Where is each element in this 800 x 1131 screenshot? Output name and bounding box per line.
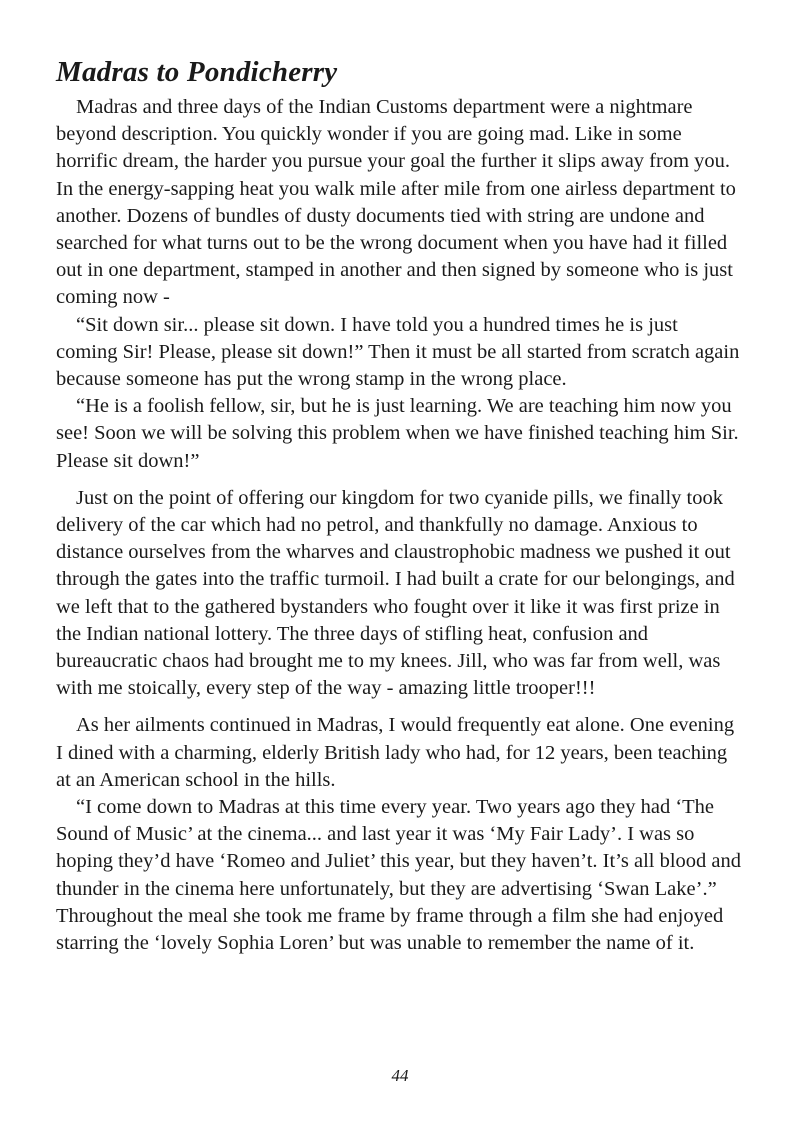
chapter-title: Madras to Pondicherry: [56, 56, 338, 88]
paragraph-car-delivery: Just on the point of offering our kingdom for two cyanide pills, we finally took delivery of the car which had no petrol, and thankfully no damage. Anxious to distance ourselves from the wharves and claustrophobic madness we pushed it out through the gates into the traffic turmoil. I had built a crate for our belongings, and we left that to the gathered bystanders who fought over it like it was first prize in the Indian national lottery. The three days of stifling heat, confusion and bureaucratic chaos had brought me to my knees. Jill, who was far from well, was with me stoically, every step of the way - amazing little trooper!!!: [56, 486, 735, 700]
paragraph-foolish-fellow: “He is a foolish fellow, sir, but he is just learning. We are teaching him now you see! Soon we will be solving this problem when we have finished teaching him Sir. Please sit down!”: [56, 395, 739, 472]
paragraph-dined-alone: As her ailments continued in Madras, I would frequently eat alone. One evening I dined with a charming, elderly British lady who had, for 12 years, been teaching at an American school in the hills.: [56, 714, 735, 791]
paragraph-sit-down-sir: “Sit down sir... please sit down. I have told you a hundred times he is just coming Sir! Please, please sit down!” Then it must be all started from scratch again because someone has put the wrong stamp in the wrong place.: [56, 313, 740, 391]
page-body: [56, 54, 744, 957]
paragraph-customs-nightmare: Madras and three days of the Indian Customs department were a nightmare beyond description. You quickly wonder if you are going mad. Like in some horrific dream, the harder you pursue your goal the further it slips away from you. In the energy-sapping heat you walk mile after mile from one airless department to another. Dozens of bundles of dusty documents tied with string are undone and searched for what turns out to be the wrong document when you have had it filled out in one department, stamped in another and then signed by someone who is just coming now -: [56, 96, 736, 309]
paragraph-cinema-quote: “I come down to Madras at this time every year. Two years ago they had ‘The Sound of Music’ at the cinema... and last year it was ‘My Fair Lady’. I was so hoping they’d have ‘Romeo and Juliet’ this year, but they haven’t. It’s all blood and thunder in the cinema here unfortunately, but they are advertising ‘Swan Lake’.” Throughout the meal she took me frame by frame through a film she had enjoyed starring the ‘lovely Sophia Loren’ but was unable to remember the name of it.: [56, 796, 742, 955]
page-number: 44: [391, 1066, 409, 1085]
